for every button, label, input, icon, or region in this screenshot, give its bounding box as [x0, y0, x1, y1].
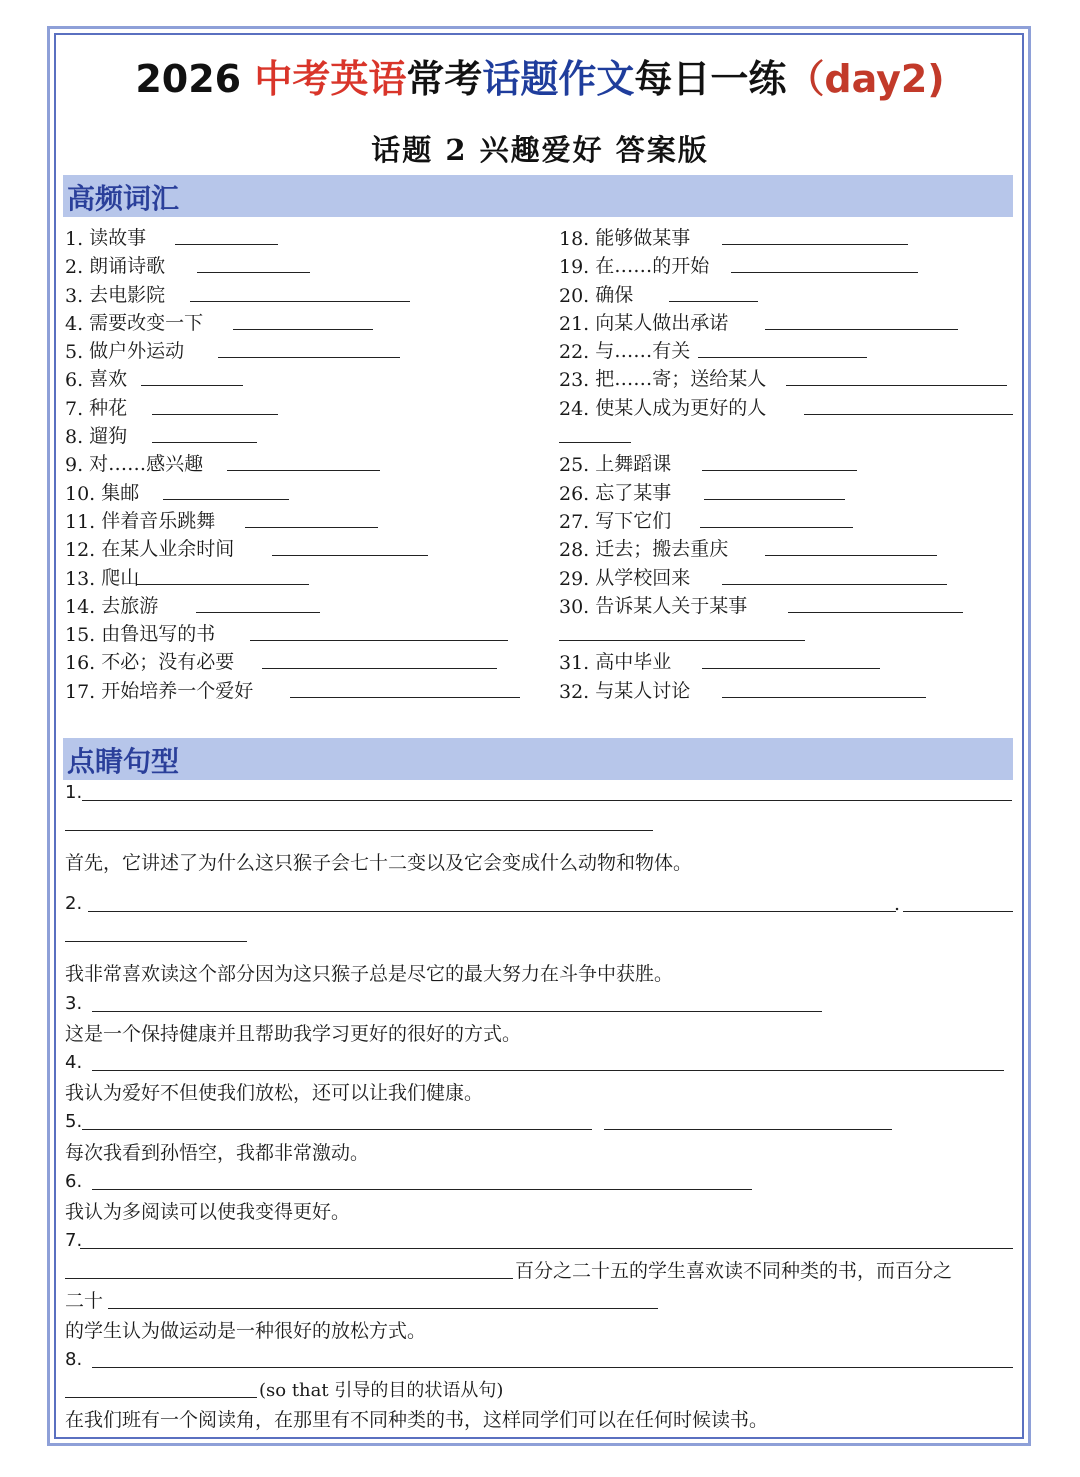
vocab-item-text: 去电影院: [89, 284, 166, 306]
page-subtitle: 话题 2 兴趣爱好 答案版: [371, 133, 709, 167]
answer-line[interactable]: [82, 1129, 592, 1130]
vocab-answer-blank[interactable]: [272, 555, 428, 556]
answer-line[interactable]: [88, 911, 896, 912]
vocab-answer-blank[interactable]: [190, 301, 410, 302]
vocab-item: [65, 279, 165, 307]
vocab-item-text: 遛狗: [89, 425, 128, 447]
vocab-item-text: 从学校回来: [595, 567, 691, 589]
vocab-item: [559, 448, 671, 476]
vocab-item-text: 上舞蹈课: [595, 453, 672, 475]
vocab-item: [65, 590, 158, 618]
vocab-item-text: 使某人成为更好的人: [595, 397, 767, 419]
vocab-item-number: 27.: [559, 511, 590, 533]
vocab-item-text: 向某人做出承诺: [595, 312, 729, 334]
vocab-item-text: 做户外运动: [89, 340, 185, 362]
vocab-answer-blank[interactable]: [141, 385, 243, 386]
vocab-answer-blank[interactable]: [290, 697, 520, 698]
vocab-item: [559, 477, 671, 505]
vocab-answer-blank[interactable]: [152, 414, 278, 415]
sentence-period: .: [894, 893, 901, 915]
vocab-item-number: 29.: [559, 568, 590, 590]
answer-line[interactable]: [65, 1278, 513, 1279]
vocab-item: [65, 250, 165, 278]
vocab-answer-blank[interactable]: [698, 357, 867, 358]
vocab-item: [559, 392, 766, 420]
vocab-item-number: 31.: [559, 652, 590, 674]
vocab-item-number: 2.: [65, 256, 84, 278]
answer-line[interactable]: [65, 941, 247, 942]
sentence-heading: 点睛句型: [67, 745, 180, 778]
sentence-number: 6.: [65, 1171, 83, 1192]
answer-line[interactable]: [92, 1011, 822, 1012]
vocab-item: [65, 618, 215, 646]
vocab-item: [65, 448, 203, 476]
vocab-answer-blank[interactable]: [722, 697, 926, 698]
vocab-item-number: 28.: [559, 539, 590, 561]
vocab-item-number: 19.: [559, 256, 590, 278]
vocab-item-text: 迁去；搬去重庆: [595, 538, 729, 560]
vocab-item-text: 确保: [595, 284, 634, 306]
vocab-answer-blank[interactable]: [702, 470, 857, 471]
vocab-item: [65, 533, 234, 561]
vocab-item-number: 11.: [65, 511, 96, 533]
vocab-item-text: 在……的开始: [595, 255, 710, 277]
sentence-text: 我认为爱好不但使我们放松，还可以让我们健康。: [65, 1082, 484, 1104]
title-mid: 常考: [406, 57, 483, 101]
vocab-item-text: 喜欢: [89, 368, 128, 390]
vocab-item: [559, 250, 709, 278]
vocab-item-text: 集邮: [101, 482, 140, 504]
vocab-answer-blank[interactable]: [197, 272, 310, 273]
vocab-item-text: 由鲁迅写的书: [101, 623, 216, 645]
answer-line[interactable]: [903, 911, 1013, 912]
sentence-text: 二十: [65, 1290, 104, 1312]
sentence-section-header: [63, 738, 1013, 780]
vocab-item-text: 对……感兴趣: [89, 453, 204, 475]
vocab-item: [559, 590, 747, 618]
vocab-item-number: 21.: [559, 313, 590, 335]
vocab-item-text: 去旅游: [101, 595, 159, 617]
sentence-note: (so that 引导的目的状语从句): [259, 1380, 504, 1401]
vocab-item: [65, 307, 203, 335]
vocab-item: [65, 335, 184, 363]
answer-line[interactable]: [82, 800, 1012, 801]
vocab-item-text: 与……有关: [595, 340, 691, 362]
vocab-item-number: 8.: [65, 426, 84, 448]
sentence-text: 这是一个保持健康并且帮助我学习更好的很好的方式。: [65, 1023, 522, 1045]
sentence-text: 我认为多阅读可以使我变得更好。: [65, 1201, 351, 1223]
vocab-answer-blank[interactable]: [669, 301, 758, 302]
vocab-answer-blank[interactable]: [731, 272, 918, 273]
vocab-item-number: 16.: [65, 652, 96, 674]
vocab-answer-blank[interactable]: [175, 244, 278, 245]
vocab-item-number: 9.: [65, 454, 84, 476]
vocab-item: [65, 646, 234, 674]
vocab-item: [65, 477, 139, 505]
vocab-item: [559, 646, 671, 674]
vocab-item-number: 3.: [65, 285, 84, 307]
sentence-number: 4.: [65, 1052, 83, 1073]
sentence-text: 在我们班有一个阅读角，在那里有不同种类的书，这样同学们可以在任何时候读书。: [65, 1409, 769, 1431]
page-title: [0, 48, 1080, 103]
vocab-item-number: 17.: [65, 681, 96, 703]
vocab-answer-blank[interactable]: [245, 527, 378, 528]
vocab-item-text: 开始培养一个爱好: [101, 680, 254, 702]
vocab-item: [65, 222, 146, 250]
vocab-item-number: 24.: [559, 398, 590, 420]
vocab-answer-blank[interactable]: [152, 442, 257, 443]
vocab-item-text: 伴着音乐跳舞: [101, 510, 216, 532]
vocab-item-text: 需要改变一下: [89, 312, 204, 334]
vocab-answer-blank[interactable]: [262, 668, 497, 669]
answer-line[interactable]: [92, 1367, 1013, 1368]
vocab-item-number: 22.: [559, 341, 590, 363]
vocab-answer-blank[interactable]: [700, 527, 853, 528]
vocab-item-number: 14.: [65, 596, 96, 618]
vocab-item: [559, 533, 728, 561]
vocab-item-text: 不必；没有必要: [101, 651, 235, 673]
vocab-item-text: 与某人讨论: [595, 680, 691, 702]
vocab-item-number: 4.: [65, 313, 84, 335]
vocab-item-number: 13.: [65, 568, 96, 590]
sentence-text: 每次我看到孙悟空，我都非常激动。: [65, 1142, 370, 1164]
sentence-number: 8.: [65, 1349, 83, 1370]
vocab-answer-blank[interactable]: [559, 640, 805, 641]
vocab-answer-blank[interactable]: [722, 584, 947, 585]
vocab-item-number: 10.: [65, 483, 96, 505]
vocab-item-number: 18.: [559, 228, 590, 250]
vocab-item: [559, 279, 633, 307]
vocab-item-number: 30.: [559, 596, 590, 618]
answer-line[interactable]: [92, 1070, 1004, 1071]
vocab-answer-blank[interactable]: [233, 329, 373, 330]
sentence-number: 7.: [65, 1230, 83, 1251]
vocab-item-number: 25.: [559, 454, 590, 476]
vocab-item: [65, 420, 127, 448]
sentence-text: 的学生认为做运动是一种很好的放松方式。: [65, 1320, 427, 1342]
vocab-answer-blank[interactable]: [196, 612, 320, 613]
answer-line[interactable]: [604, 1129, 892, 1130]
vocab-item: [559, 222, 690, 250]
title-paren: （day2): [786, 57, 945, 101]
vocab-answer-blank[interactable]: [722, 244, 908, 245]
vocab-item-number: 23.: [559, 369, 590, 391]
answer-line[interactable]: [65, 1397, 257, 1398]
vocab-item: [559, 675, 690, 703]
vocab-item: [65, 505, 215, 533]
vocab-item-number: 5.: [65, 341, 84, 363]
vocab-answer-blank[interactable]: [250, 640, 508, 641]
vocab-answer-blank[interactable]: [704, 499, 845, 500]
vocab-item-text: 能够做某事: [595, 227, 691, 249]
sentence-text: 首先，它讲述了为什么这只猴子会七十二变以及它会变成什么动物和物体。: [65, 852, 693, 874]
vocab-item: [559, 505, 671, 533]
vocab-item-text: 读故事: [89, 227, 147, 249]
vocab-item-text: 写下它们: [595, 510, 672, 532]
vocab-item-text: 高中毕业: [595, 651, 672, 673]
vocab-answer-blank[interactable]: [163, 499, 289, 500]
title-tail: 每日一练: [634, 57, 787, 101]
vocab-item: [65, 363, 127, 391]
vocab-item: [65, 675, 253, 703]
sentence-number: 5.: [65, 1111, 83, 1132]
vocab-item: [559, 307, 728, 335]
vocab-item: [559, 562, 690, 590]
vocab-item: [65, 392, 127, 420]
vocab-item: [65, 562, 139, 590]
vocab-item-text: 把……寄；送给某人: [595, 368, 767, 390]
title-blue: 话题作文: [482, 57, 635, 101]
vocab-answer-blank[interactable]: [227, 470, 380, 471]
sentence-text: 我非常喜欢读这个部分因为这只猴子总是尽它的最大努力在斗争中获胜。: [65, 963, 674, 985]
vocab-answer-blank[interactable]: [804, 414, 1013, 415]
sentence-number: 3.: [65, 993, 83, 1014]
answer-line[interactable]: [80, 1248, 1013, 1249]
vocab-item-text: 爬山: [101, 567, 140, 589]
title-red: 中考英语: [254, 57, 407, 101]
answer-line[interactable]: [65, 830, 653, 831]
vocab-answer-blank[interactable]: [786, 385, 1007, 386]
vocab-item-number: 7.: [65, 398, 84, 420]
sentence-number: 2.: [65, 893, 83, 914]
vocab-item-number: 6.: [65, 369, 84, 391]
vocab-item: [559, 363, 766, 391]
vocab-item-text: 告诉某人关于某事: [595, 595, 748, 617]
vocab-item-number: 15.: [65, 624, 96, 646]
vocab-section-header: [63, 175, 1013, 217]
vocab-answer-blank[interactable]: [702, 668, 880, 669]
vocab-answer-blank[interactable]: [765, 329, 958, 330]
vocab-item-text: 朗诵诗歌: [89, 255, 166, 277]
vocab-heading: 高频词汇: [67, 182, 180, 215]
vocab-item-text: 种花: [89, 397, 128, 419]
vocab-item-number: 20.: [559, 285, 590, 307]
vocab-answer-blank[interactable]: [765, 555, 937, 556]
vocab-answer-blank[interactable]: [788, 612, 963, 613]
vocab-item-number: 12.: [65, 539, 96, 561]
sentence-text: 百分之二十五的学生喜欢读不同种类的书，而百分之: [515, 1260, 953, 1282]
vocab-answer-blank[interactable]: [218, 357, 400, 358]
vocab-answer-blank[interactable]: [137, 584, 309, 585]
vocab-item-number: 26.: [559, 483, 590, 505]
title-year: 2026: [135, 57, 255, 101]
answer-line[interactable]: [108, 1308, 658, 1309]
vocab-answer-blank[interactable]: [559, 442, 631, 443]
vocab-item-number: 1.: [65, 228, 84, 250]
answer-line[interactable]: [92, 1189, 752, 1190]
vocab-item-text: 忘了某事: [595, 482, 672, 504]
vocab-item-number: 32.: [559, 681, 590, 703]
vocab-item: [559, 335, 690, 363]
sentence-number: 1.: [65, 782, 83, 803]
vocab-item-text: 在某人业余时间: [101, 538, 235, 560]
